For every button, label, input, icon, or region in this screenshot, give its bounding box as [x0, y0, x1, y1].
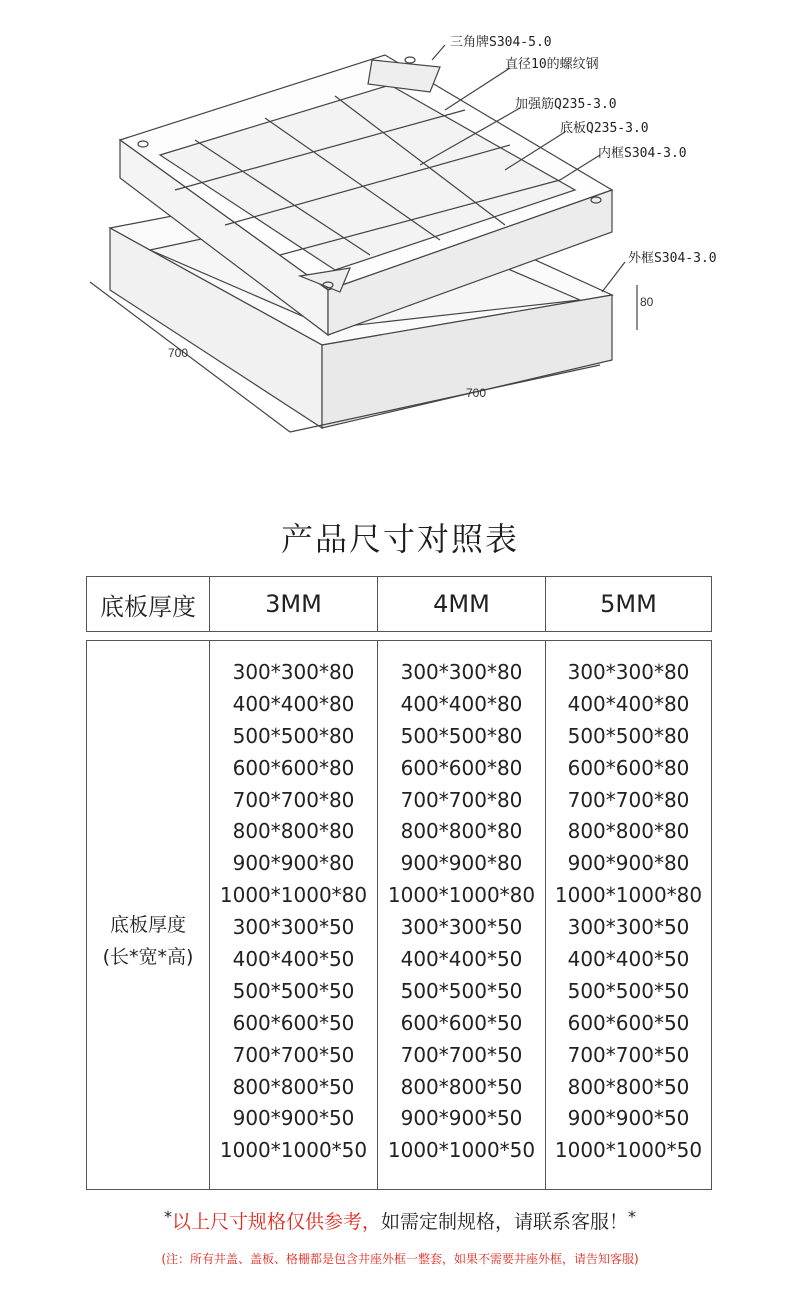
- note: (注：所有井盖、盖板、格栅都是包含井座外框一整套，如果不需要井座外框，请告知客服): [161, 1252, 639, 1266]
- size-cell: 800*800*50: [567, 1074, 690, 1099]
- size-cell: 1000*1000*50: [219, 1138, 368, 1163]
- size-cell: 1000*1000*80: [554, 883, 703, 908]
- column-4mm: 4MM: [377, 577, 545, 631]
- size-cell: 900*900*80: [232, 851, 355, 876]
- row-label: [87, 909, 209, 973]
- size-cell: 800*800*80: [400, 819, 523, 844]
- column-5mm: 5MM: [545, 577, 711, 631]
- sizes-column-3mm: [209, 641, 377, 1189]
- footnote: [0, 1207, 800, 1234]
- footnote-star-right: *: [628, 1207, 637, 1226]
- size-cell: 700*700*50: [567, 1042, 690, 1067]
- size-cell: 300*300*80: [232, 660, 355, 684]
- footnote-contact: 如需定制规格，请联系客服！: [381, 1211, 629, 1233]
- size-cell: 600*600*50: [232, 1010, 355, 1035]
- size-cell: 700*700*80: [567, 787, 690, 812]
- product-diagram: [0, 0, 800, 470]
- callout-inner-frame: 内框S304-3.0: [598, 146, 687, 161]
- size-cell: 800*800*80: [567, 819, 690, 844]
- size-cell: 700*700*50: [232, 1042, 355, 1067]
- size-cell: 500*500*50: [400, 978, 523, 1003]
- size-cell: 700*700*50: [400, 1042, 523, 1067]
- size-table: [86, 640, 712, 1190]
- dimension-width: 700: [466, 386, 487, 400]
- size-cell: 500*500*80: [232, 723, 355, 748]
- size-cell: 700*700*80: [232, 787, 355, 812]
- size-cell: 400*400*50: [232, 947, 355, 972]
- callout-outer-frame: 外框S304-3.0: [628, 251, 717, 266]
- size-cell: 400*400*50: [567, 947, 690, 972]
- footnote-disclaimer: 以上尺寸规格仅供参考，: [171, 1211, 381, 1233]
- size-cell: 500*500*50: [567, 978, 690, 1003]
- size-cell: 900*900*80: [400, 851, 523, 876]
- size-cell: 900*900*50: [232, 1106, 355, 1131]
- size-cell: 1000*1000*80: [219, 883, 368, 908]
- size-cell: 800*800*80: [232, 819, 355, 844]
- size-cell: 900*900*50: [400, 1106, 523, 1131]
- row-label-unit: (长*宽*高): [102, 946, 194, 968]
- size-cell: 500*500*50: [232, 978, 355, 1003]
- size-cell: 300*300*50: [232, 915, 355, 940]
- size-cell: 600*600*80: [400, 755, 523, 780]
- size-cell: 500*500*80: [400, 723, 523, 748]
- size-cell: 500*500*80: [567, 723, 690, 748]
- size-cell: 900*900*80: [567, 851, 690, 876]
- size-cell: 300*300*50: [400, 915, 523, 940]
- size-cell: 800*800*50: [400, 1074, 523, 1099]
- row-label-title: 底板厚度: [109, 914, 186, 936]
- row-label-column: [87, 641, 209, 1189]
- size-cell: 300*300*80: [567, 660, 690, 684]
- size-cell: 700*700*80: [400, 787, 523, 812]
- dimension-height: 80: [640, 295, 654, 309]
- size-cell: 1000*1000*50: [387, 1138, 536, 1163]
- callout-base-plate: 底板Q235-3.0: [560, 121, 649, 136]
- size-cell: 900*900*50: [567, 1106, 690, 1131]
- footnote-star-left: *: [163, 1207, 172, 1226]
- column-3mm: 3MM: [209, 577, 377, 631]
- callout-rib: 加强筋Q235-3.0: [515, 97, 617, 112]
- callout-rebar: 直径10的螺纹钢: [505, 57, 599, 72]
- dimension-depth: 700: [168, 346, 189, 360]
- page-title: 产品尺寸对照表: [280, 520, 519, 558]
- size-cell: 1000*1000*50: [554, 1138, 703, 1163]
- size-cell: 300*300*80: [400, 660, 523, 684]
- size-cell: 600*600*50: [567, 1010, 690, 1035]
- size-cell: 400*400*50: [400, 947, 523, 972]
- size-cell: 1000*1000*80: [387, 883, 536, 908]
- sizes-column-4mm: [377, 641, 545, 1189]
- header-label: 底板厚度: [100, 592, 196, 621]
- table-header: [86, 576, 712, 632]
- callout-triangle-plate: 三角牌S304-5.0: [450, 35, 552, 50]
- sizes-column-5mm: [545, 641, 711, 1189]
- size-cell: 400*400*80: [232, 691, 355, 716]
- size-cell: 600*600*80: [567, 755, 690, 780]
- size-cell: 600*600*50: [400, 1010, 523, 1035]
- size-cell: 300*300*50: [567, 915, 690, 940]
- size-cell: 400*400*80: [567, 691, 690, 716]
- size-cell: 600*600*80: [232, 755, 355, 780]
- size-cell: 400*400*80: [400, 691, 523, 716]
- size-cell: 800*800*50: [232, 1074, 355, 1099]
